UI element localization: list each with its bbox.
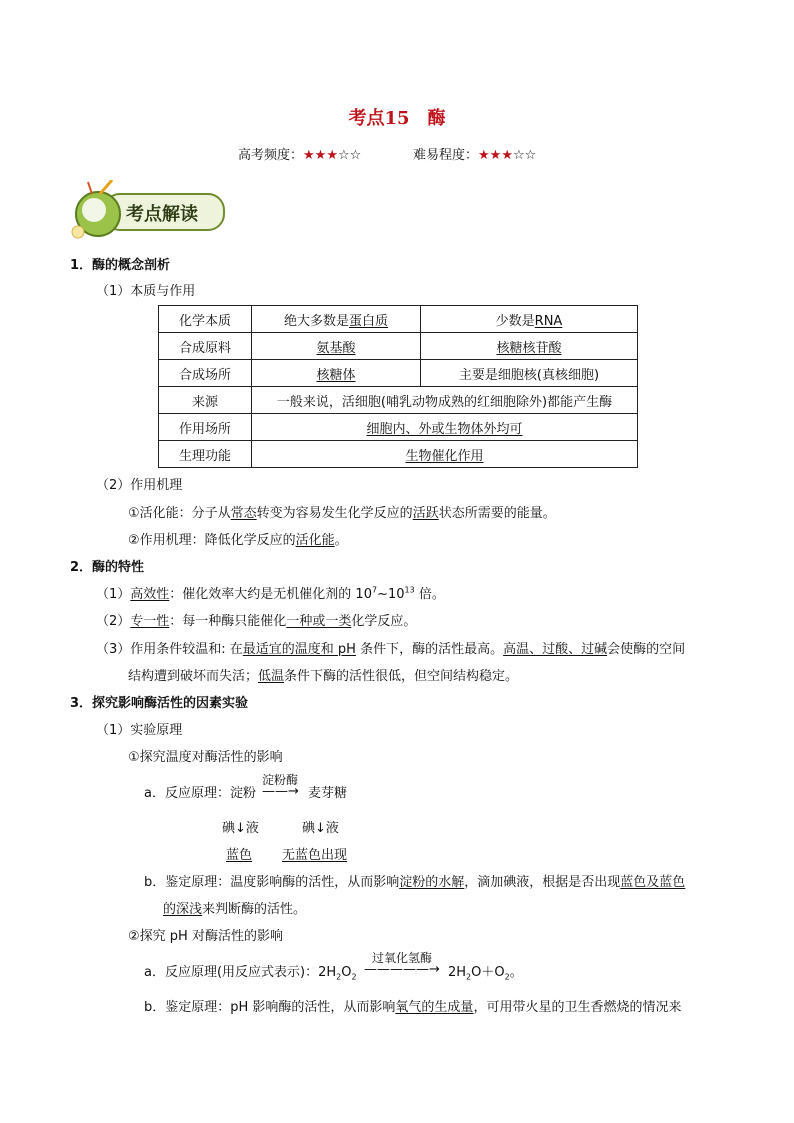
keyword: 的深浅 bbox=[163, 902, 203, 917]
text: O bbox=[341, 965, 352, 980]
property-mild-conditions-cont bbox=[128, 665, 518, 684]
peroxide-reaction bbox=[144, 961, 357, 982]
superscript: 13 bbox=[404, 585, 415, 595]
temperature-identification-cont bbox=[163, 898, 306, 917]
table-cell-merged: 一般来说，活细胞(哺乳动物成熟的红细胞除外)都能产生酶 bbox=[252, 387, 638, 414]
difficulty-stars-filled: ★★★ bbox=[478, 148, 513, 163]
subheading-principle: （1）实验原理 bbox=[96, 723, 183, 738]
table-cell bbox=[252, 306, 421, 333]
text: ：催化效率大约是无机催化剂的 10 bbox=[169, 587, 372, 602]
maltose-label: 麦芽糖 bbox=[308, 786, 348, 801]
text: 会使酶的空间 bbox=[607, 642, 686, 657]
section-heading-3: 3．探究影响酶活性的因素实验 bbox=[70, 696, 249, 711]
iodine-label-right: 碘↓液 bbox=[302, 821, 339, 836]
ph-topic: ②探究 pH 对酶活性的影响 bbox=[128, 929, 283, 944]
text: （3）作用条件较温和: 在 bbox=[96, 642, 243, 657]
table-row bbox=[159, 306, 638, 333]
temperature-topic: ①探究温度对酶活性的影响 bbox=[128, 750, 283, 765]
cell-keyword: 核糖核苷酸 bbox=[496, 340, 562, 356]
keyword: 蓝色及蓝色 bbox=[620, 875, 686, 890]
property-mild-conditions bbox=[96, 638, 685, 657]
activation-energy-line bbox=[128, 502, 556, 521]
temperature-identification bbox=[144, 871, 685, 890]
text: 结构遭到破坏而失活； bbox=[128, 669, 259, 684]
superscript: 7 bbox=[371, 585, 378, 595]
keyword: 淀粉的水解 bbox=[399, 875, 465, 890]
subscript: 2 bbox=[336, 972, 342, 982]
iodine-label-left: 碘↓液 bbox=[222, 821, 259, 836]
text: 转变为容易发生化学反应的 bbox=[256, 506, 413, 521]
row-label: 来源 bbox=[159, 387, 252, 414]
table-cell-merged bbox=[252, 441, 638, 468]
keyword: 低温 bbox=[258, 669, 285, 684]
table-cell bbox=[252, 360, 421, 387]
catalase-label: 过氧化氢酶 bbox=[372, 951, 433, 965]
keyword: 最适宜的温度和 pH bbox=[242, 642, 356, 657]
exam-frequency bbox=[238, 144, 361, 163]
table-row bbox=[159, 387, 638, 414]
table-cell bbox=[421, 306, 638, 333]
table-row bbox=[159, 333, 638, 360]
blue-result: 蓝色 bbox=[226, 848, 253, 863]
difficulty-label: 难易程度： bbox=[413, 148, 479, 163]
table-row bbox=[159, 414, 638, 441]
text: ，可用带火星的卫生香燃烧的情况来 bbox=[473, 1000, 682, 1015]
row-label: 生理功能 bbox=[159, 441, 252, 468]
subscript: 2 bbox=[466, 972, 472, 982]
text: 2H bbox=[448, 965, 467, 980]
row-label: 合成原料 bbox=[159, 333, 252, 360]
keyword: 活化能 bbox=[295, 533, 335, 548]
cell-text: 少数是 bbox=[495, 313, 535, 329]
text: 状态所需要的能量。 bbox=[438, 506, 556, 521]
row-label: 作用场所 bbox=[159, 414, 252, 441]
table-cell bbox=[252, 333, 421, 360]
text: b．鉴定原理：pH 影响酶的活性，从而影响 bbox=[144, 1000, 396, 1015]
text: ：每一种酶只能催化 bbox=[169, 614, 287, 629]
keyword: 高温、过酸、过碱 bbox=[503, 642, 608, 657]
badge-text: 考点解读 bbox=[126, 204, 198, 225]
keyword: 专一性 bbox=[130, 614, 170, 629]
no-blue-result: 无蓝色出现 bbox=[282, 848, 348, 863]
text: ，滴加碘液，根据是否出现 bbox=[464, 875, 621, 890]
property-efficiency bbox=[96, 583, 445, 602]
frequency-label: 高考频度： bbox=[238, 148, 304, 163]
cell-text: 绝大多数是 bbox=[283, 313, 349, 329]
text: O＋O bbox=[471, 965, 505, 980]
row-label: 化学本质 bbox=[159, 306, 252, 333]
text: 条件下酶的活性很低，但空间结构稳定。 bbox=[284, 669, 519, 684]
table-row bbox=[159, 360, 638, 387]
enzyme-table bbox=[158, 305, 638, 468]
section-heading-1: 1．酶的概念剖析 bbox=[70, 258, 171, 273]
difficulty-stars-empty: ☆☆ bbox=[512, 148, 537, 163]
section-badge bbox=[70, 180, 228, 242]
frequency-stars-empty: ☆☆ bbox=[337, 148, 362, 163]
cell-keyword: 蛋白质 bbox=[349, 313, 389, 329]
text: a．反应原理(用反应式表示)：2H bbox=[144, 965, 337, 980]
subheading-essence: （1）本质与作用 bbox=[96, 284, 196, 299]
peroxide-products bbox=[448, 961, 523, 982]
subheading-mechanism: （2）作用机理 bbox=[96, 478, 183, 493]
subscript: 2 bbox=[351, 972, 357, 982]
difficulty-level bbox=[413, 144, 536, 163]
table-cell: 主要是细胞核(真核细胞) bbox=[421, 360, 638, 387]
subscript: 2 bbox=[504, 972, 510, 982]
text: 条件下，酶的活性最高。 bbox=[355, 642, 504, 657]
cell-keyword: RNA bbox=[534, 313, 563, 329]
keyword: 氧气的生成量 bbox=[395, 1000, 474, 1015]
text: （1） bbox=[96, 587, 131, 602]
cell-keyword: 氨基酸 bbox=[316, 340, 356, 356]
text: 化学反应。 bbox=[351, 614, 417, 629]
section-heading-2: 2．酶的特性 bbox=[70, 560, 145, 575]
ph-identification bbox=[144, 996, 681, 1015]
starch-reaction-label: a．反应原理：淀粉 bbox=[144, 786, 256, 801]
text: 。 bbox=[509, 965, 523, 980]
text: （2） bbox=[96, 614, 131, 629]
text: ②作用机理：降低化学反应的 bbox=[128, 533, 296, 548]
row-label: 合成场所 bbox=[159, 360, 252, 387]
text: b．鉴定原理：温度影响酶的活性，从而影响 bbox=[144, 875, 400, 890]
text: 。 bbox=[334, 533, 348, 548]
cell-keyword: 生物催化作用 bbox=[405, 448, 484, 464]
table-cell bbox=[421, 333, 638, 360]
mechanism-line bbox=[128, 529, 348, 548]
property-specificity bbox=[96, 610, 416, 629]
table-row bbox=[159, 441, 638, 468]
text: 来判断酶的活性。 bbox=[202, 902, 307, 917]
cell-keyword: 核糖体 bbox=[316, 367, 356, 383]
text: 倍。 bbox=[414, 587, 445, 602]
table-cell-merged bbox=[252, 414, 638, 441]
keyword: 一种或一类 bbox=[286, 614, 352, 629]
frequency-stars-filled: ★★★ bbox=[303, 148, 338, 163]
reaction-arrow: ——→ bbox=[262, 784, 299, 799]
keyword: 高效性 bbox=[130, 587, 170, 602]
peroxide-arrow: —————→ bbox=[364, 962, 440, 977]
keyword: 常态 bbox=[230, 506, 257, 521]
cell-keyword: 细胞内、外或生物体外均可 bbox=[366, 421, 523, 437]
text: ①活化能：分子从 bbox=[128, 506, 231, 521]
text: ~10 bbox=[377, 587, 405, 602]
amylase-label: 淀粉酶 bbox=[262, 773, 299, 787]
keyword: 活跃 bbox=[412, 506, 439, 521]
page-title: 考点15 酶 bbox=[348, 108, 446, 129]
